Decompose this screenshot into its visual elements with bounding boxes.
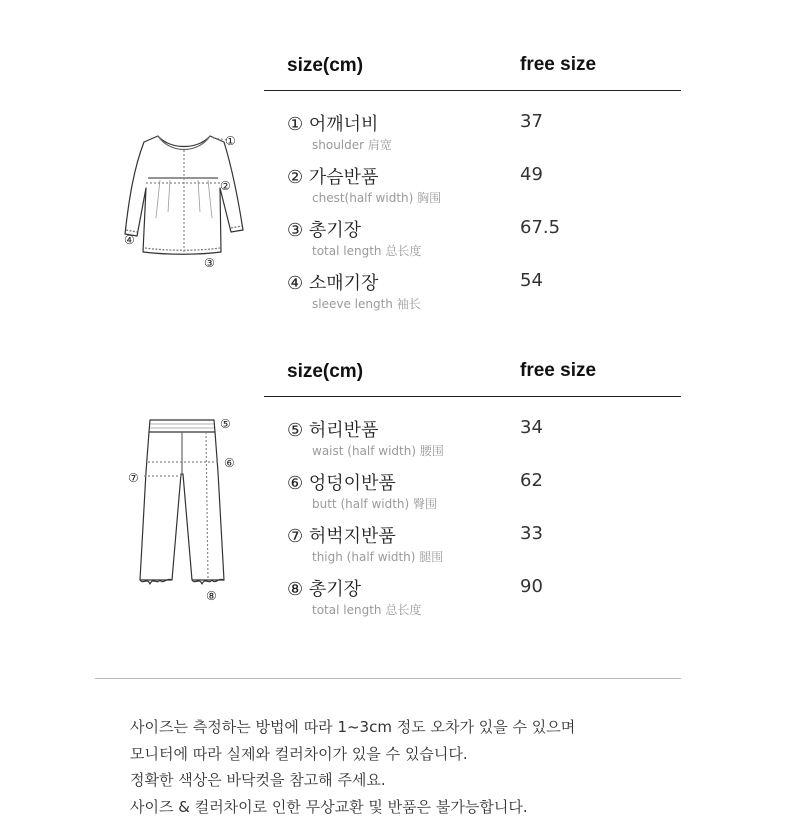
size-notes (130, 714, 575, 820)
note-line: 사이즈는 측정하는 방법에 따라 1~3cm 정도 오차가 있을 수 있으며 (130, 718, 576, 736)
note-line: 사이즈 & 컬러차이로 인한 무상교환 및 반품은 불가능합니다. (130, 797, 528, 816)
row-value: 67.5 (520, 217, 561, 238)
row-subtitle: butt (half width) 臀围 (312, 497, 438, 511)
row-subtitle: waist (half width) 腰围 (312, 444, 444, 458)
table-row (287, 269, 687, 317)
row-value: 49 (520, 164, 543, 185)
free-size-header: free size (520, 54, 597, 75)
size-header: size(cm) (287, 361, 364, 382)
row-name: ② 가슴반품 (287, 167, 379, 188)
row-value: 54 (520, 270, 543, 291)
row-name: ⑥ 엉덩이반품 (287, 473, 396, 494)
table-row (287, 575, 687, 623)
row-subtitle: chest(half width) 胸围 (312, 191, 442, 205)
marker-8: ⑧ (206, 589, 217, 603)
header-rule (264, 396, 681, 397)
row-value: 62 (520, 470, 543, 491)
marker-2: ② (220, 179, 231, 193)
top-shirt-icon (118, 128, 248, 278)
row-subtitle: sleeve length 袖长 (312, 297, 421, 311)
row-name: ⑦ 허벅지반품 (287, 526, 396, 547)
note-line: 모니터에 따라 실제와 컬러차이가 있을 수 있습니다. (130, 744, 468, 763)
row-name: ③ 총기장 (287, 220, 362, 241)
pants-icon (126, 412, 246, 607)
table-row (287, 216, 687, 264)
row-subtitle: total length 总长度 (312, 603, 422, 617)
row-name: ④ 소매기장 (287, 273, 379, 294)
size-header: size(cm) (287, 55, 364, 76)
marker-4: ④ (124, 233, 135, 247)
table-row (287, 522, 687, 570)
row-subtitle: thigh (half width) 腿围 (312, 550, 444, 564)
marker-5: ⑤ (220, 417, 231, 431)
table-row (287, 469, 687, 517)
row-name: ⑧ 총기장 (287, 579, 362, 600)
row-value: 90 (520, 576, 543, 597)
free-size-header: free size (520, 360, 597, 381)
row-name: ① 어깨너비 (287, 114, 379, 135)
row-name: ⑤ 허리반품 (287, 420, 379, 441)
header-rule (264, 90, 681, 91)
note-line: 정확한 색상은 바닥컷을 참고해 주세요. (130, 771, 386, 789)
row-value: 37 (520, 111, 543, 132)
table-row (287, 416, 687, 464)
row-value: 34 (520, 417, 543, 438)
table-row (287, 110, 687, 158)
marker-6: ⑥ (224, 456, 235, 470)
table-row (287, 163, 687, 211)
row-subtitle: total length 总长度 (312, 244, 422, 258)
row-value: 33 (520, 523, 543, 544)
section-divider (95, 678, 681, 679)
row-subtitle: shoulder 肩宽 (312, 138, 392, 152)
marker-1: ① (225, 134, 236, 148)
marker-3: ③ (204, 256, 215, 270)
marker-7: ⑦ (128, 471, 139, 485)
